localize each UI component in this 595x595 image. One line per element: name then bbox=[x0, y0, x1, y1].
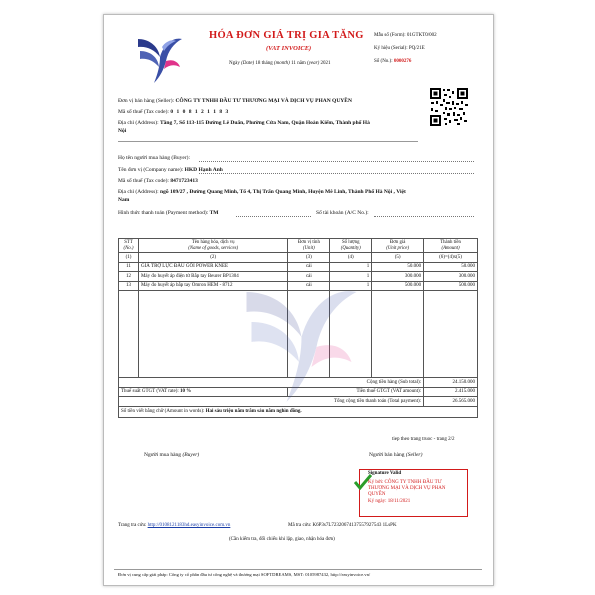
buyer-name: Họ tên người mua hàng (Buyer): bbox=[118, 155, 191, 161]
lookup-page: Trang tra cứu: http://0108121183hd.easyinvoice.com.vn bbox=[118, 523, 231, 528]
form-number: Mẫu số (Form): 01GTKT0/002 bbox=[374, 33, 437, 38]
footer-divider bbox=[114, 569, 482, 570]
col-header-no: STT (No.) bbox=[119, 239, 139, 253]
verification-note: (Cần kiểm tra, đối chiếu khi lập, giao, nhận hóa đơn) bbox=[229, 537, 335, 542]
qr-code bbox=[429, 87, 469, 127]
col-header-qty: Số lượng (Quantity) bbox=[330, 239, 372, 253]
seller-tax-code: Mã số thuế (Tax code): 0 1 0 8 1 2 1 1 8 3 bbox=[118, 109, 230, 115]
seller-name: Đơn vị bán hàng (Seller): CÔNG TY TNHH ĐẦU TƯ THƯƠNG MẠI VÀ DỊCH VỤ PHAN QUYỀN bbox=[118, 98, 352, 104]
col-header-unit: Đơn vị tính (Unit) bbox=[288, 239, 330, 253]
lookup-url-link[interactable]: http://0108121183hd.easyinvoice.com.vn bbox=[147, 523, 231, 528]
signature-valid-label: Signature Valid bbox=[368, 471, 402, 476]
signed-by: Ký bởi: CÔNG TY TNHH ĐẦU TƯ THƯƠNG MẠI VÀ DỊCH VỤ PHAN QUYỀN bbox=[368, 480, 446, 497]
amount-in-words-row: Số tiền viết bằng chữ (Amount in words): Hai sáu triệu năm trăm sáu năm nghìn đồng. bbox=[119, 406, 478, 417]
vat-row: Thuế suất GTGT (VAT rate): 10 % Tiền thuế GTGT (VAT amount): 2.415.000 bbox=[119, 387, 478, 397]
seller-address: Địa chỉ (Address): Tầng 7, Số 113-115 Đường Lê Duẩn, Phường Cửa Nam, Quận Hoàn Kiếm, Thành phố Hà bbox=[118, 120, 370, 126]
invoice-date: Ngày (Date) 18 tháng (month) 11 năm (year) 2021 bbox=[229, 61, 331, 66]
invoice-title: HÓA ĐƠN GIÁ TRỊ GIA TĂNG bbox=[209, 30, 364, 41]
page-continuation: tiep theo trang truoc - trang 2/2 bbox=[392, 437, 455, 442]
col-header-name: Tên hàng hóa, dịch vụ (Name of goods, services) bbox=[138, 239, 287, 253]
table-row: 13 Máy đo huyết áp bắp tay Omron HEM - 8712 cái 1 500.000 500.000 bbox=[119, 281, 478, 291]
buyer-company: Tên đơn vị (Company name): HKD Hạnh Anh bbox=[118, 167, 223, 173]
watermark-logo bbox=[234, 277, 364, 407]
col-header-amount: Thành tiền (Amount) bbox=[424, 239, 478, 253]
seller-address-line2: Nội bbox=[118, 128, 127, 134]
invoice-number: Số (No.): 0000276 bbox=[374, 59, 412, 64]
sign-date: Ký ngày: 18/11/2021 bbox=[368, 499, 411, 504]
digital-signature-stamp bbox=[359, 469, 468, 517]
total-row: Tổng cộng tiền thanh toán (Total payment): 26.565.000 bbox=[119, 397, 478, 407]
payment-method: Hình thức thanh toán (Payment method): TM bbox=[118, 210, 219, 216]
lookup-code: Mã tra cứu: K6P3s7L72320674137557927543 1LsPK bbox=[288, 523, 397, 528]
invoice-subtitle: (VAT INVOICE) bbox=[266, 45, 312, 52]
serial-number: Ký hiệu (Serial): PQ/21E bbox=[374, 46, 425, 51]
buyer-address-line2: Nam bbox=[118, 197, 130, 203]
subtotal-row: Cộng tiền hàng (Sub total): 24.150.000 bbox=[119, 378, 478, 388]
company-logo bbox=[134, 33, 184, 85]
table-header-row bbox=[119, 239, 478, 253]
buyer-address: Địa chỉ (Address): ngõ 109/27 , Đường Quang Minh, Tổ 4, Thị Trấn Quang Minh, Huyện Mê Linh, Thành Phố Hà Nội , Việt bbox=[118, 189, 406, 195]
divider bbox=[118, 141, 418, 142]
solution-provider: Đơn vị cung cấp giải pháp: Công ty cổ phần đầu tư công nghệ và thương mại SOFTDREAMS, MST: 0105987432, http://easyinvoice.vn/ bbox=[118, 572, 371, 577]
buyer-tax-code: Mã số thuế (Tax code): 8471723413 bbox=[118, 178, 198, 184]
buyer-signature-label: Người mua hàng (Buyer) bbox=[144, 452, 200, 458]
seller-signature-label: Người bán hàng (Seller) bbox=[369, 452, 423, 458]
account-number: Số tài khoản (A/C No.): bbox=[316, 210, 369, 216]
table-row: 11 GIÁ TRỢ LỰC ĐẦU GỐI POWER KNEE cái 1 50.000 50.000 bbox=[119, 262, 478, 272]
invoice-sheet bbox=[103, 14, 494, 586]
col-header-price: Đơn giá (Unit price) bbox=[372, 239, 424, 253]
index-row: (1) (2) (3) (4) (5) (6)=(4)x(5) bbox=[119, 253, 478, 263]
table-row: 12 Máy đo huyết áp điện tử Bắp tay Beurer BP1304 cái 1 300.000 300.000 bbox=[119, 272, 478, 282]
